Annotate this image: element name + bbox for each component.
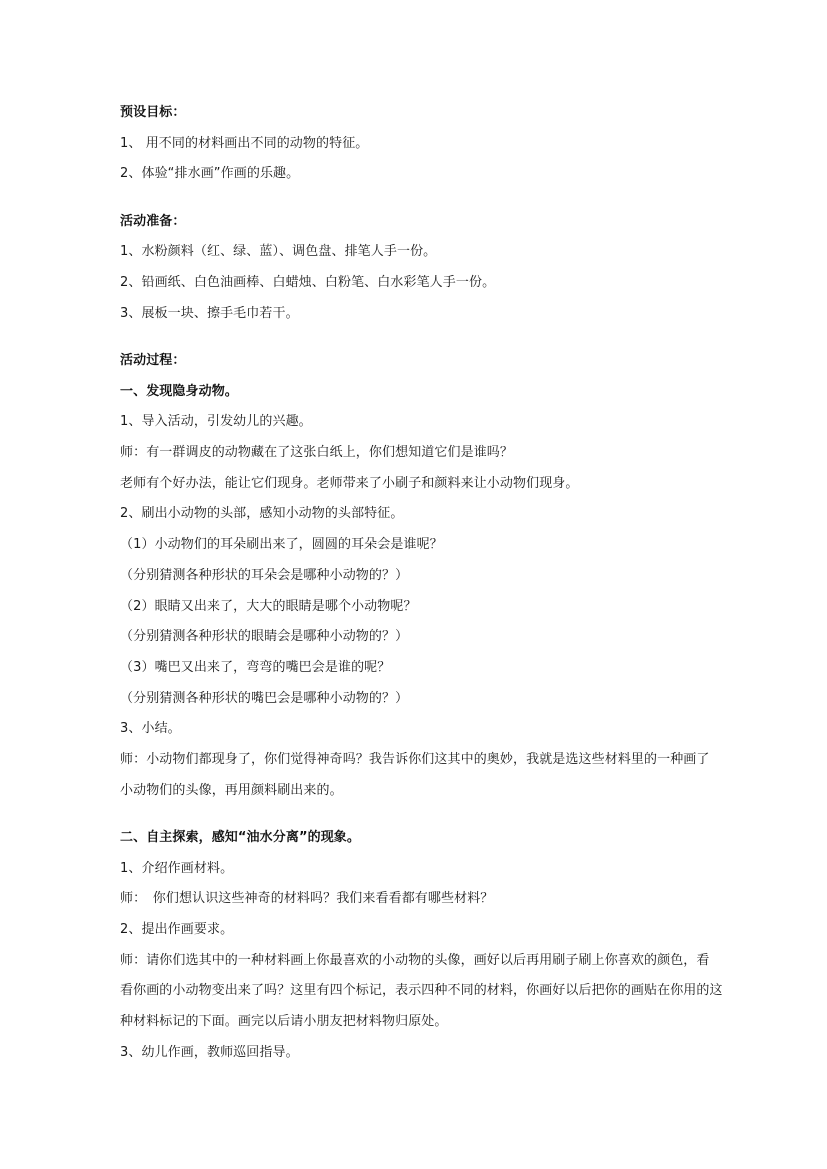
teacher-summary-line-1: 师：小动物们都现身了，你们觉得神奇吗？我告诉你们这其中的奥妙，我就是选这些材料里的一种画了: [120, 752, 710, 768]
teacher-line-intro-cont: 老师有个好办法，能让它们现身。老师带来了小刷子和颜料来让小动物们现身。: [120, 475, 579, 491]
section-2-title: 二、自主探索，感知“油水分离”的现象。: [120, 829, 360, 845]
step-1-1: 1、导入活动，引发幼儿的兴趣。: [120, 414, 312, 430]
teacher-requirements-line-2: 看你画的小动物变出来了吗？这里有四个标记，表示四种不同的材料，你画好以后把你的画贴在你用的这: [120, 983, 723, 999]
guess-note-mouth: （分别猜测各种形状的嘴巴会是哪种小动物的？）: [120, 690, 409, 706]
guess-note-eyes: （分别猜测各种形状的眼睛会是哪种小动物的？）: [120, 629, 409, 645]
teacher-line-intro: 师：有一群调皮的动物藏在了这张白纸上，你们想知道它们是谁吗？: [120, 445, 514, 461]
step-2-3: 3、幼儿作画，教师巡回指导。: [120, 1044, 299, 1060]
prep-item-3: 3、展板一块、擦手毛巾若干。: [120, 305, 299, 321]
heading-activity-preparation: 活动准备：: [120, 213, 186, 229]
prep-item-2: 2、铅画纸、白色油画棒、白蜡烛、白粉笔、白水彩笔人手一份。: [120, 275, 496, 291]
heading-activity-process: 活动过程：: [120, 352, 186, 368]
prep-item-1: 1、水粉颜料（红、绿、蓝）、调色盘、排笔人手一份。: [120, 244, 437, 260]
substep-mouth: （3）嘴巴又出来了，弯弯的嘴巴会是谁的呢？: [120, 659, 391, 675]
heading-preset-goals: 预设目标：: [120, 105, 186, 120]
step-2-2: 2、提出作画要求。: [120, 922, 234, 938]
substep-ears: （1）小动物们的耳朵刷出来了，圆圆的耳朵会是谁呢？: [120, 537, 443, 553]
step-2-1: 1、介绍作画材料。: [120, 860, 234, 876]
teacher-line-materials: 师： 你们想认识这些神奇的材料吗？我们来看看都有哪些材料？: [120, 891, 494, 907]
step-1-2: 2、刷出小动物的头部，感知小动物的头部特征。: [120, 506, 404, 522]
document-body: [120, 98, 723, 1069]
teacher-requirements-line-3: 种材料标记的下面。画完以后请小朋友把材料物归原处。: [120, 1014, 448, 1030]
substep-eyes: （2）眼睛又出来了，大大的眼睛是哪个小动物呢？: [120, 598, 417, 614]
step-1-3-summary: 3、小结。: [120, 721, 181, 737]
teacher-requirements-line-1: 师：请你们选其中的一种材料画上你最喜欢的小动物的头像，画好以后再用刷子刷上你喜欢的颜色，看: [120, 952, 710, 968]
guess-note-ears: （分别猜测各种形状的耳朵会是哪种小动物的？）: [120, 567, 409, 583]
teacher-summary-line-2: 小动物们的头像，再用颜料刷出来的。: [120, 782, 343, 798]
goal-item-1: 1、 用不同的材料画出不同的动物的特征。: [120, 135, 369, 151]
goal-item-2: 2、体验“排水画”作画的乐趣。: [120, 166, 300, 182]
section-1-title: 一、发现隐身动物。: [120, 383, 238, 399]
